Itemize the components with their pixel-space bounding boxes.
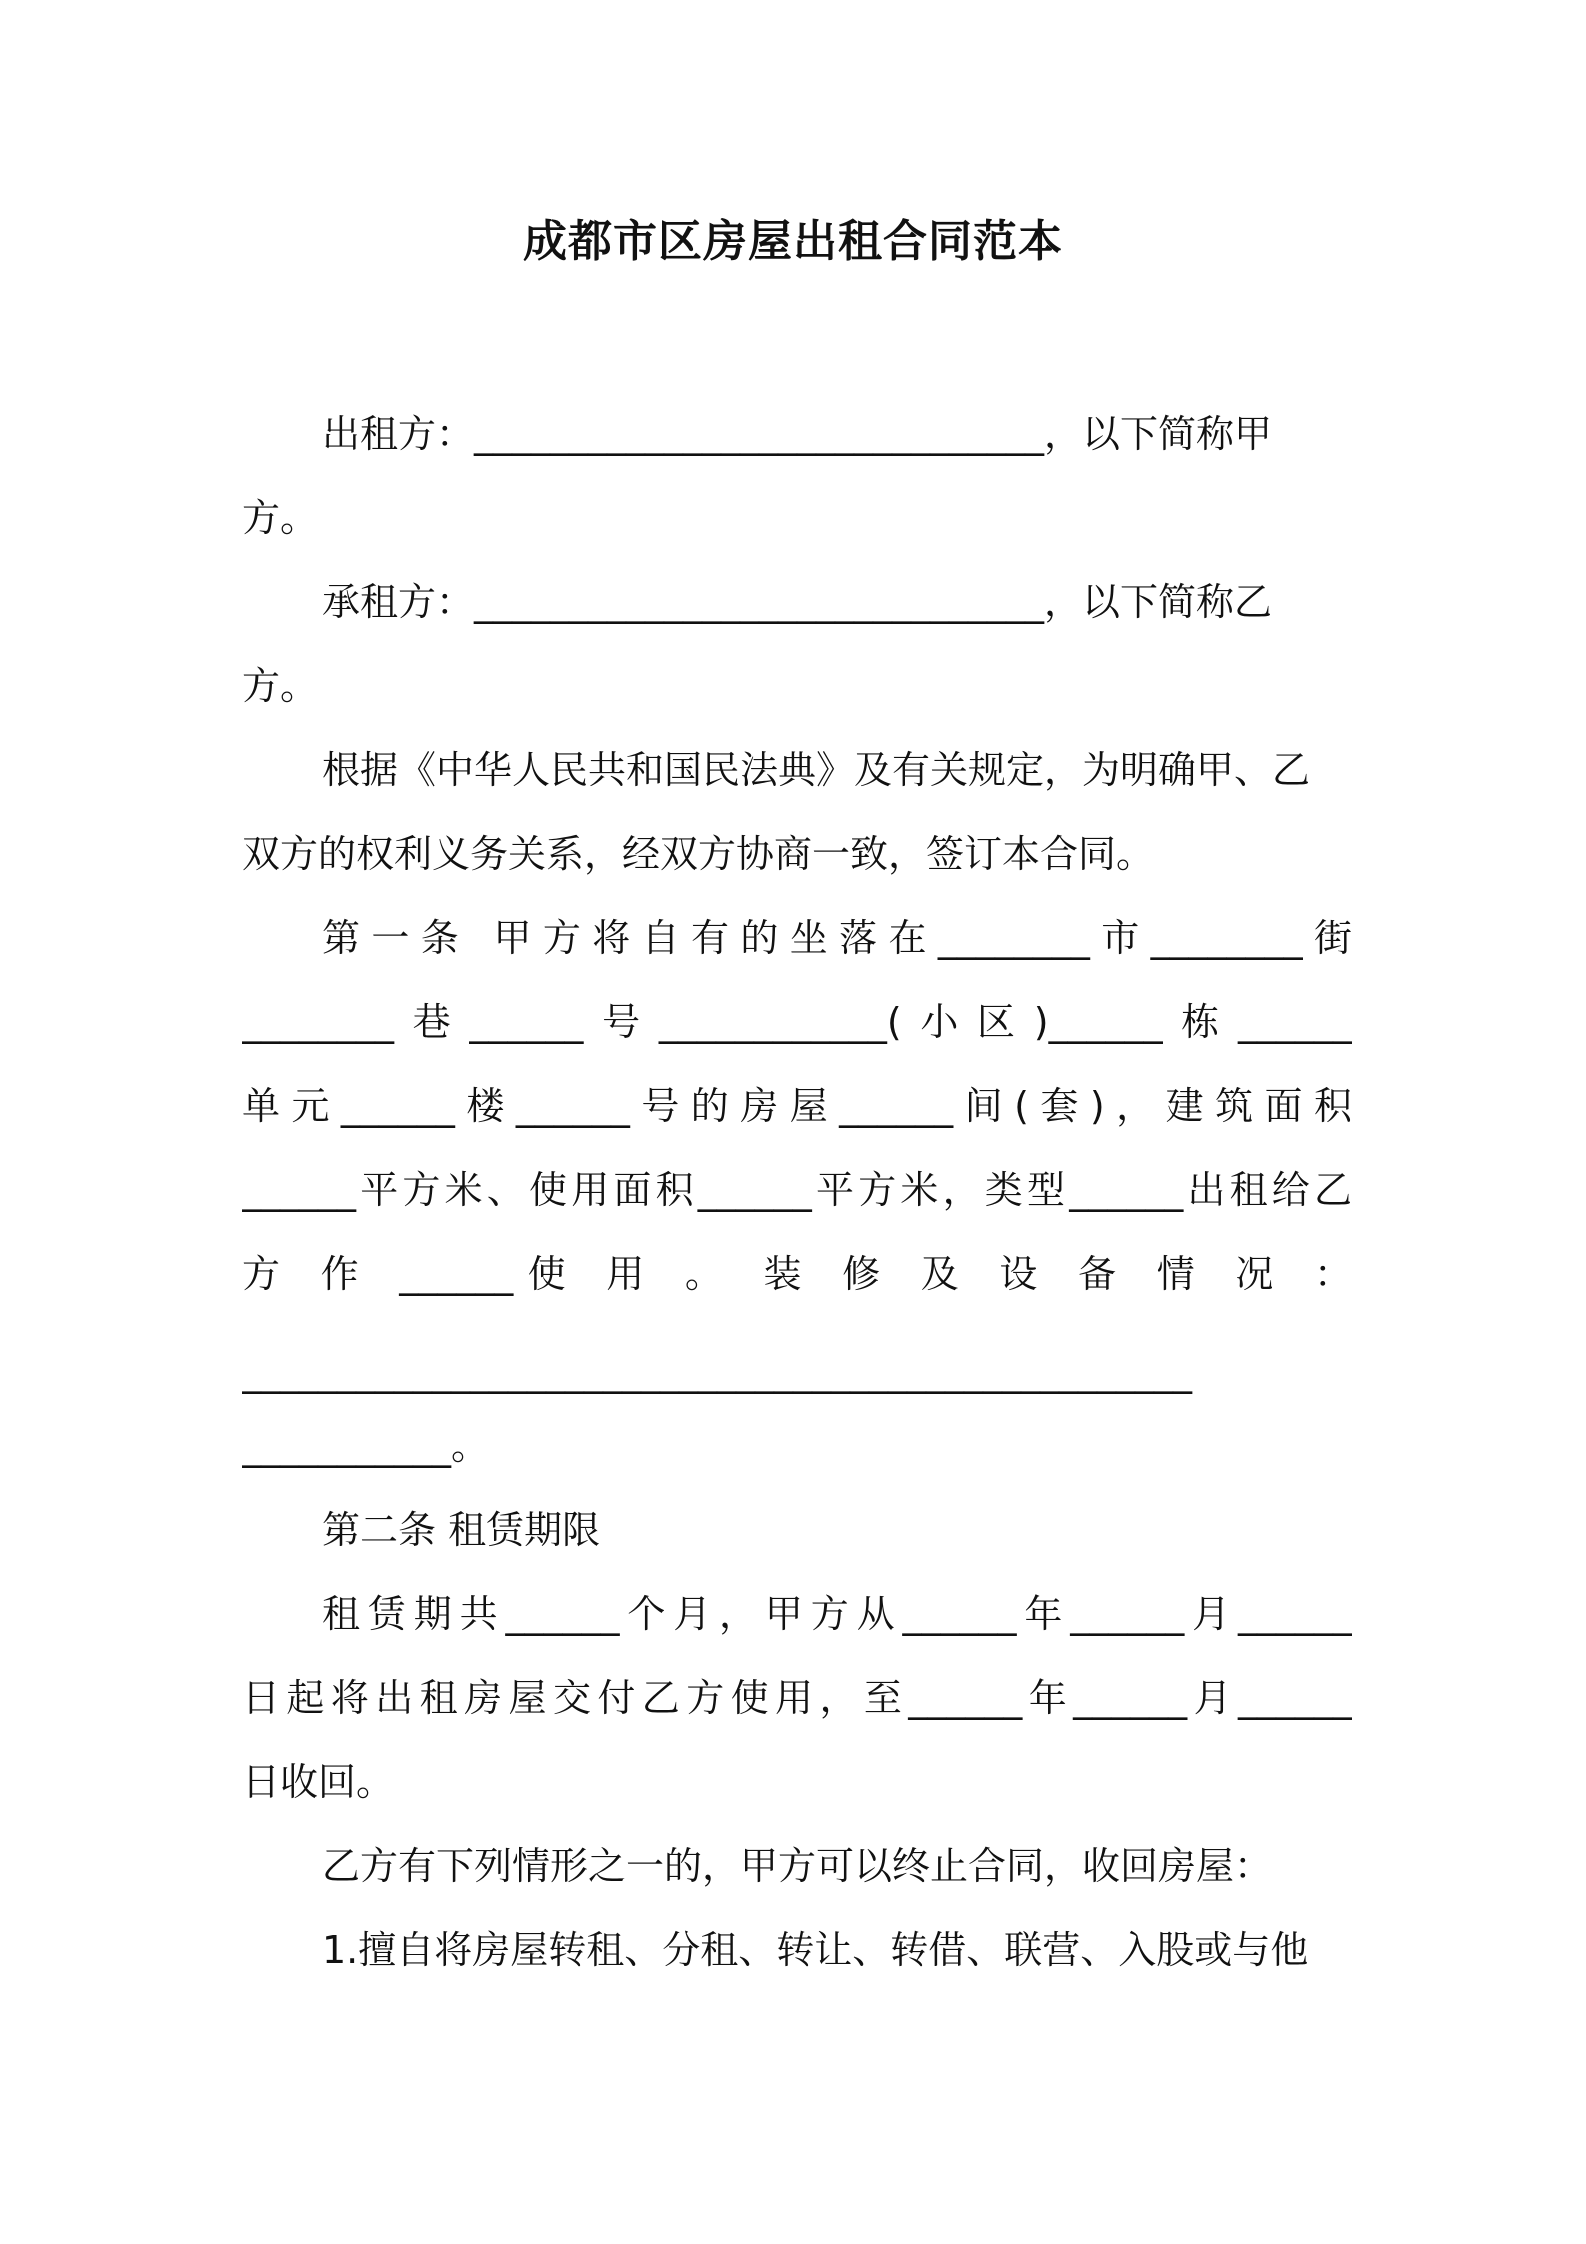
article-1-line-7: ___________。 (242, 1424, 490, 1468)
termination-item-1: 1.擅自将房屋转租、分租、转让、转借、联营、入股或与他 (322, 1928, 1309, 1972)
article-1-line-6: __________________________________________________ (242, 1350, 1192, 1394)
article-1-line-1: 第一条 甲方将自有的坐落在________市________街 (322, 916, 1352, 960)
article-1-line-5: 方 作 ______使 用 。 装 修 及 设 备 情 况 ： (242, 1252, 1352, 1296)
article-2-line-3: 日收回。 (242, 1760, 395, 1804)
article-2-line-1: 租赁期共______个月，甲方从______年______月______ (322, 1592, 1352, 1636)
lessor-line-cont: 方。 (242, 496, 319, 540)
article-1-line-3: 单元______楼______号的房屋______间(套)，建筑面积 (242, 1084, 1352, 1128)
article-2-line-2: 日起将出租房屋交付乙方使用，至______年______月______ (242, 1676, 1352, 1720)
preamble-line-2: 双方的权利义务关系，经双方协商一致，签订本合同。 (242, 832, 1155, 876)
lessee-line-cont: 方。 (242, 664, 319, 708)
lessee-line: 承租方：______________________________，以下简称乙 (322, 580, 1273, 624)
preamble-line-1: 根据《中华人民共和国民法典》及有关规定，为明确甲、乙 (322, 748, 1311, 792)
article-1-line-2: ________巷______号____________(小区)______栋______ (242, 1000, 1352, 1044)
article-2-heading: 第二条 租赁期限 (322, 1508, 601, 1552)
article-1-line-4: ______平方米、使用面积______平方米，类型______出租给乙 (242, 1168, 1352, 1212)
termination-clause: 乙方有下列情形之一的，甲方可以终止合同，收回房屋： (322, 1844, 1273, 1888)
lessor-line: 出租方：______________________________，以下简称甲 (322, 412, 1273, 456)
document-title: 成都市区房屋出租合同范本 (523, 216, 1063, 267)
